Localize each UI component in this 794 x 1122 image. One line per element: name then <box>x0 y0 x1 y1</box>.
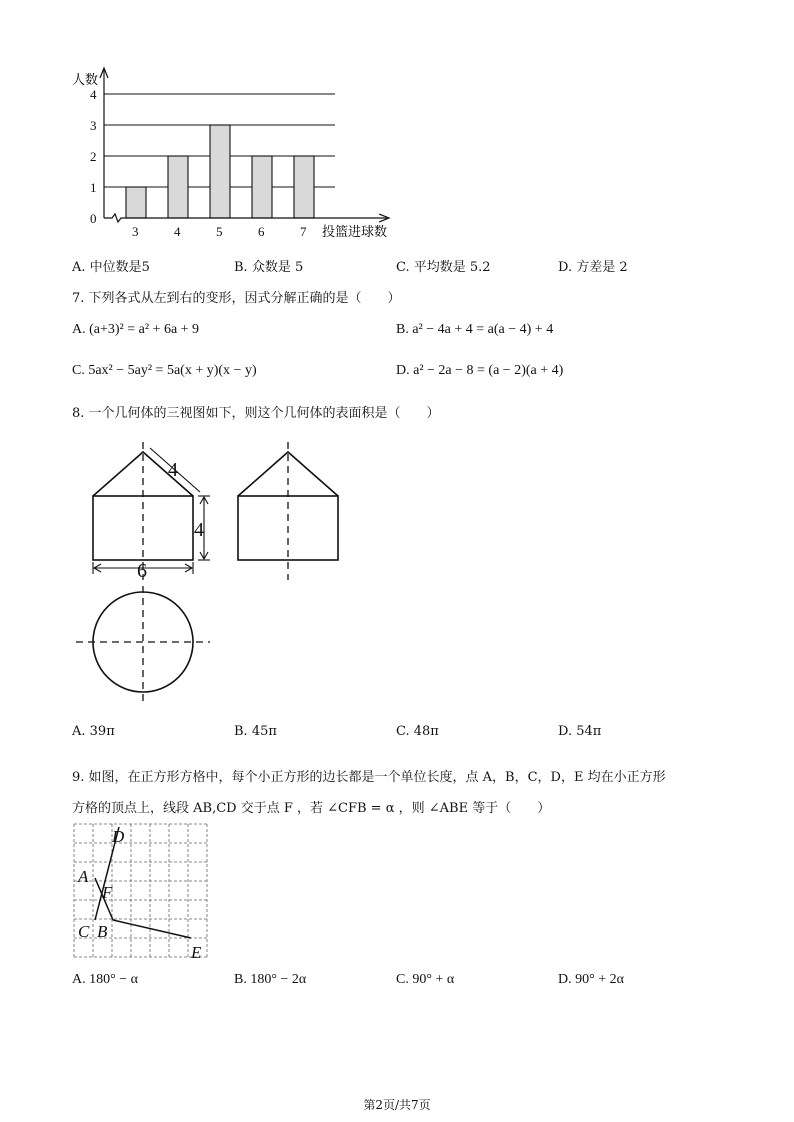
q8-option-b[interactable]: B. 45π <box>234 724 277 739</box>
top-view <box>76 586 210 706</box>
bar <box>294 156 314 218</box>
q7-option-c[interactable]: C. 5ax² − 5ay² = 5a(x + y)(x − y) <box>72 363 257 378</box>
bar <box>210 125 230 218</box>
q8-option-c[interactable]: C. 48π <box>396 724 439 739</box>
x-tick-label: 7 <box>300 224 307 239</box>
y-tick-label: 2 <box>90 149 97 164</box>
q7-option-a[interactable]: A. (a+3)² = a² + 6a + 9 <box>72 322 200 337</box>
x-tick-label: 3 <box>132 224 139 239</box>
x-tick-label: 4 <box>174 224 181 239</box>
q8-option-d[interactable]: D. 54π <box>558 724 602 739</box>
bar-chart <box>60 60 420 250</box>
page-footer: 第2页/共7页 <box>363 1098 431 1112</box>
y-tick-label: 1 <box>90 180 97 195</box>
q6-option-a[interactable]: A. 中位数是5 <box>72 260 150 275</box>
grid-figure <box>70 820 215 965</box>
bar <box>168 156 188 218</box>
q7-option-d[interactable]: D. a² − 2a − 8 = (a − 2)(a + 4) <box>396 363 564 378</box>
y-tick-label: 3 <box>90 118 97 133</box>
q9-stem-line1: 9. 如图，在正方形方格中，每个小正方形的边长都是一个单位长度，点 A，B，C，D，E 均在小正方形 <box>72 770 666 785</box>
q7-stem: 7. 下列各式从左到右的变形，因式分解正确的是（ ） <box>72 291 401 306</box>
chart-bars <box>126 125 314 218</box>
q9-option-b[interactable]: B. 180° − 2α <box>234 972 307 987</box>
y-tick-label: 4 <box>90 87 97 102</box>
bar <box>126 187 146 218</box>
chart-xlabel: 投篮进球数 <box>322 224 388 239</box>
label-d: D <box>112 827 125 846</box>
chart-ylabel: 人数 <box>72 72 99 87</box>
label-f: F <box>102 883 113 902</box>
label-e: E <box>191 943 202 962</box>
q9-option-c[interactable]: C. 90° + α <box>396 972 455 987</box>
bar <box>252 156 272 218</box>
q9-option-d[interactable]: D. 90° + 2α <box>558 972 624 987</box>
q8-option-a[interactable]: A. 39π <box>72 724 115 739</box>
q9-stem-line2: 方格的顶点上，线段 AB,CD 交于点 F ，若 ∠CFB = α ，则 ∠ABE 等于（ ） <box>72 801 551 816</box>
q7-option-b[interactable]: B. a² − 4a + 4 = a(a − 4) + 4 <box>396 322 554 337</box>
side-view <box>238 442 338 580</box>
three-view-figure <box>68 440 358 712</box>
chart-labels <box>90 87 307 239</box>
x-tick-label: 6 <box>258 224 265 239</box>
q6-option-c[interactable]: C. 平均数是 5.2 <box>396 260 491 275</box>
x-tick-label: 5 <box>216 224 223 239</box>
q6-option-b[interactable]: B. 众数是 5 <box>234 260 304 275</box>
dim-height-label: 4 <box>194 519 204 541</box>
dim-width-label: 6 <box>137 560 147 582</box>
label-b: B <box>97 922 108 941</box>
y-tick-label: 0 <box>90 211 97 226</box>
q8-stem: 8. 一个几何体的三视图如下，则这个几何体的表面积是（ ） <box>72 406 440 421</box>
front-view <box>93 442 210 580</box>
q9-option-a[interactable]: A. 180° − α <box>72 972 138 987</box>
label-a: A <box>78 867 89 886</box>
dim-slant-label: 4 <box>168 459 178 481</box>
label-c: C <box>78 922 90 941</box>
q6-option-d[interactable]: D. 方差是 2 <box>558 260 628 275</box>
